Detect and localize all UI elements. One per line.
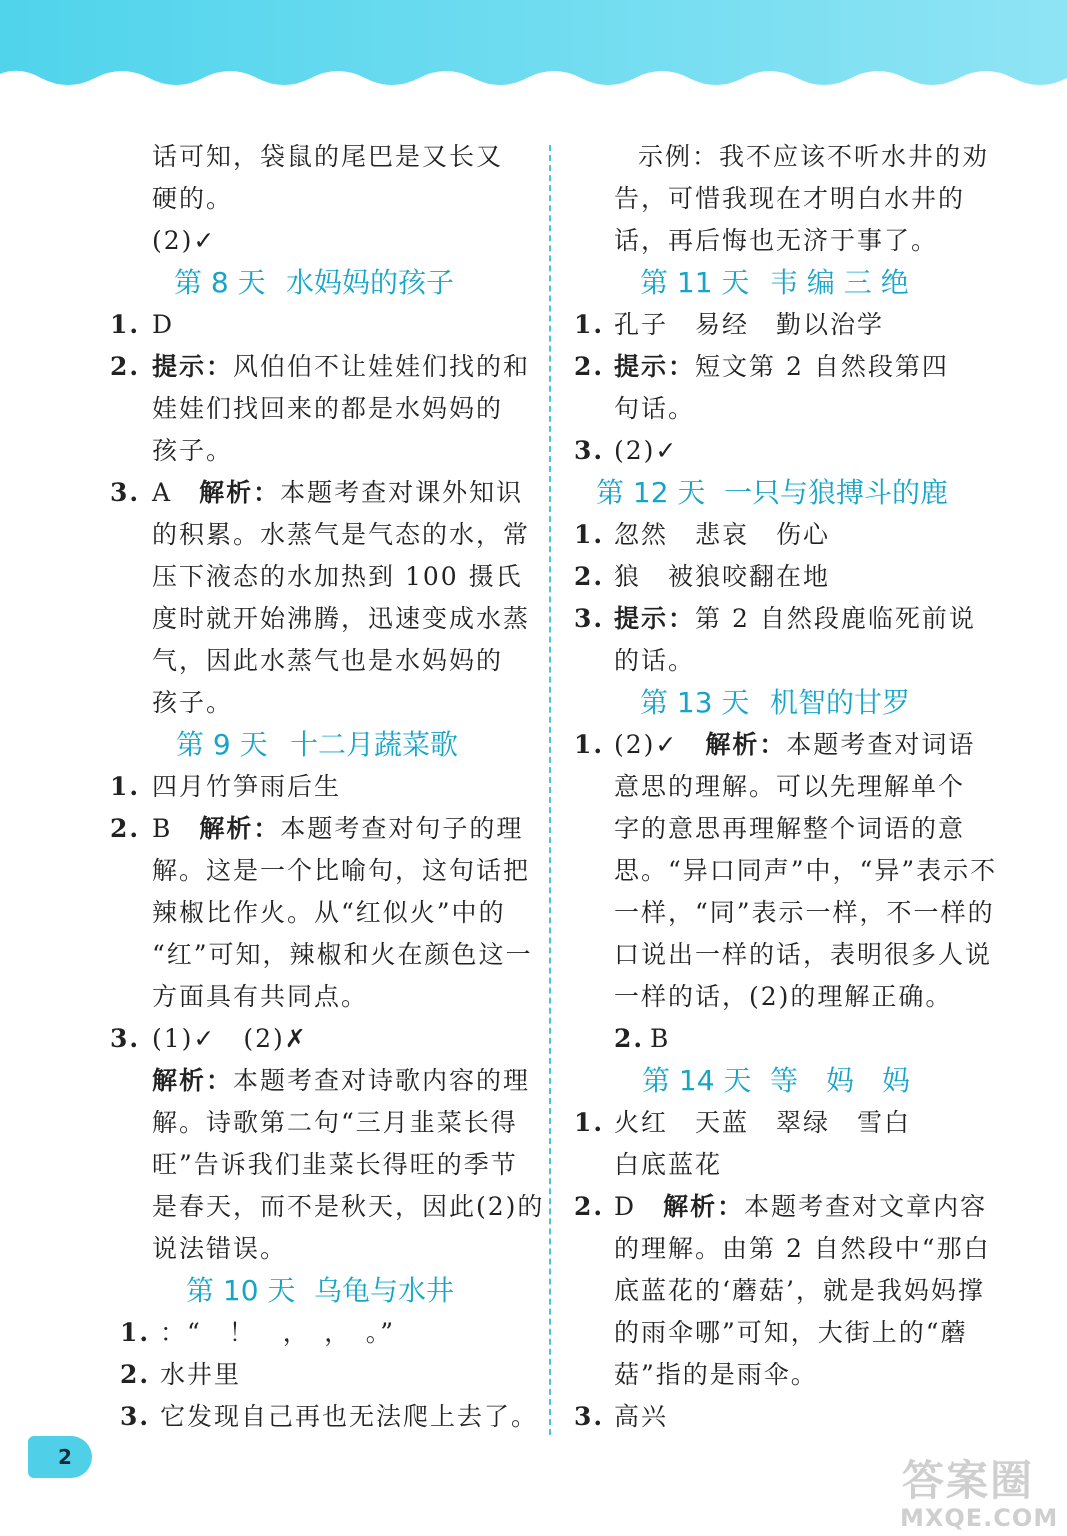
- answer-line: 句话。: [614, 394, 696, 423]
- answer-line: 孩子。: [152, 436, 234, 465]
- answer-line: 解析：本题考查对诗歌内容的理: [152, 1066, 531, 1095]
- answer-item: 1. 孔子 易经 勤以治学: [574, 310, 885, 339]
- answer-line: 口说出一样的话，表明很多人说: [614, 940, 993, 969]
- answer-line: 话可知，袋鼠的尾巴是又长又: [152, 142, 504, 171]
- section-heading-day8: 第 8 天 水妈妈的孩子: [174, 266, 455, 299]
- answer-line: 字的意思再理解整个词语的意: [614, 814, 966, 843]
- section-heading-day9: 第 9 天 十二月蔬菜歌: [176, 728, 459, 761]
- answer-line: 孩子。: [152, 688, 234, 717]
- answer-line: 告，可惜我现在才明白水井的: [614, 184, 966, 213]
- answer-line: 的话。: [614, 646, 696, 675]
- answer-item: 3. A 解析：本题考查对课外知识: [110, 478, 524, 507]
- answer-line: 方面具有共同点。: [152, 982, 369, 1011]
- answer-line: 一样，“同”表示一样，不一样的: [614, 898, 995, 927]
- answer-item: 2. 提示：短文第 2 自然段第四: [574, 352, 949, 381]
- answer-item: 2. 提示：风伯伯不让娃娃们找的和: [110, 352, 531, 381]
- answer-item: 1. 忽然 悲哀 伤心: [574, 520, 831, 549]
- answer-line: “红”可知，辣椒和火在颜色这一: [152, 940, 533, 969]
- left-column: [110, 136, 545, 1438]
- answer-item: 3. (2)✓: [574, 436, 679, 465]
- page-number-badge: 2: [28, 1436, 92, 1478]
- answer-item: 2. 水井里: [120, 1360, 242, 1389]
- answer-line: 白底蓝花: [614, 1150, 723, 1179]
- answer-item: 2. B: [614, 1024, 671, 1053]
- answer-item: 2. B 解析：本题考查对句子的理: [110, 814, 524, 843]
- answer-line: 话，再后悔也无济于事了。: [614, 226, 939, 255]
- answer-line: 解。这是一个比喻句，这句话把: [152, 856, 531, 885]
- section-heading-day12: 第 12 天 一只与狼搏斗的鹿: [596, 476, 949, 509]
- watermark-logo: 答案圈 MXQE.COM: [900, 1456, 1059, 1532]
- answer-item: 1. (2)✓ 解析：本题考查对词语: [574, 730, 976, 759]
- answer-line: 说法错误。: [152, 1234, 288, 1263]
- answer-line: 辣椒比作火。从“红似火”中的: [152, 898, 506, 927]
- answer-line: (2)✓: [152, 226, 217, 255]
- answer-line: 气，因此水蒸气也是水妈妈的: [152, 646, 504, 675]
- answer-line: 解。诗歌第二句“三月韭菜长得: [152, 1108, 518, 1137]
- answer-line: 度时就开始沸腾，迅速变成水蒸: [152, 604, 531, 633]
- answer-line: 意思的理解。可以先理解单个: [614, 772, 966, 801]
- answer-item: 1. 火红 天蓝 翠绿 雪白: [574, 1108, 912, 1137]
- answer-line: 的积累。水蒸气是气态的水，常: [152, 520, 531, 549]
- answer-item: 2. D 解析：本题考查对文章内容: [574, 1192, 988, 1221]
- answer-line: 菇”指的是雨伞。: [614, 1360, 818, 1389]
- answer-item: 1. 四月竹笋雨后生: [110, 772, 342, 801]
- answer-line: 的理解。由第 2 自然段中“那白: [614, 1234, 991, 1263]
- answer-line: 硬的。: [152, 184, 234, 213]
- section-heading-day13: 第 13 天 机智的甘罗: [640, 686, 911, 719]
- answer-item: 2. 狼 被狼咬翻在地: [574, 562, 831, 591]
- answer-line: 是春天，而不是秋天，因此(2)的: [152, 1192, 545, 1221]
- answer-line: 思。“异口同声”中，“异”表示不: [614, 856, 998, 885]
- answer-item: 3. 提示：第 2 自然段鹿临死前说: [574, 604, 976, 633]
- answer-item: 3. 高兴: [574, 1402, 669, 1431]
- answer-line: 娃娃们找回来的都是水妈妈的: [152, 394, 504, 423]
- answer-item: 1. D: [110, 310, 175, 339]
- answer-line: 一样的话，(2)的理解正确。: [614, 982, 953, 1011]
- right-column: [574, 136, 998, 1438]
- section-heading-day11: 第 11 天 韦 编 三 绝: [640, 266, 909, 299]
- answer-line: 示例：我不应该不听水井的劝: [638, 142, 990, 171]
- column-divider: [549, 145, 551, 1435]
- header-wave-banner: [0, 0, 1067, 100]
- answer-line: 旺”告诉我们韭菜长得旺的季节: [152, 1150, 518, 1179]
- section-heading-day14: 第 14 天 等 妈 妈: [642, 1064, 911, 1097]
- answer-line: 压下液态的水加热到 100 摄氏: [152, 562, 523, 591]
- answer-line: 底蓝花的‘蘑菇’，就是我妈妈撑: [614, 1276, 985, 1305]
- answer-item: 3. 它发现自己再也无法爬上去了。: [120, 1402, 539, 1431]
- answer-line: 的雨伞哪”可知，大街上的“蘑: [614, 1318, 968, 1347]
- answer-item: 1. ：“ ！ ， ， 。”: [120, 1318, 396, 1347]
- answer-item: 3. (1)✓ (2)✗: [110, 1024, 308, 1053]
- section-heading-day10: 第 10 天 乌龟与水井: [186, 1274, 455, 1307]
